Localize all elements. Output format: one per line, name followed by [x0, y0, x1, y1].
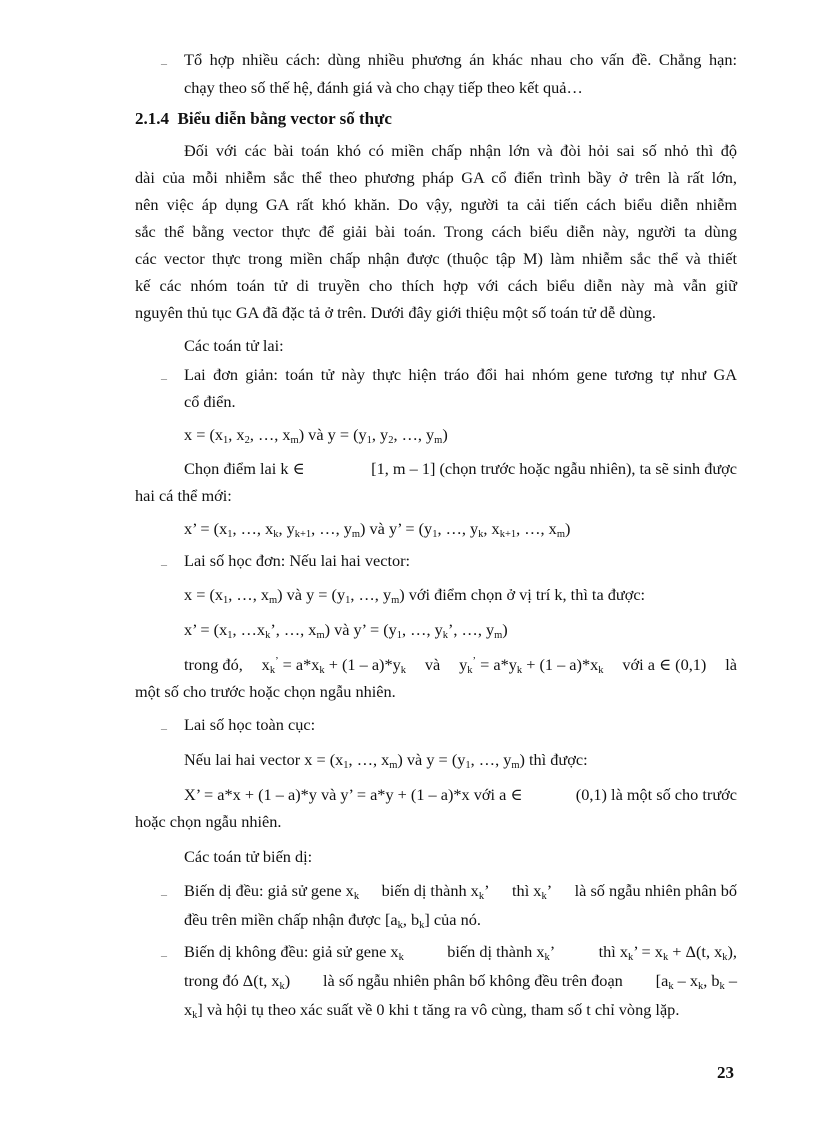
- text-span: (0,1) là một số cho trước: [575, 785, 737, 804]
- bullet-icon: –: [161, 721, 167, 735]
- bullet-icon: –: [161, 948, 167, 962]
- paragraph-line: [184, 970, 737, 992]
- text-span: là số ngẫu nhiên phân bố không đều trên đoạn: [323, 971, 623, 990]
- text-span: với a ∈ (0,1): [622, 655, 707, 674]
- formula: $x = (x_1$, …, $x_m$) và $y = (y_1$, …, $y_m$) với điểm chọn ở vị trí k, thì ta được:: [184, 585, 646, 606]
- paragraph-line: sắc thể bằng vector thực để giải bài toán. Trong cách biểu diễn này, người ta dùng: [135, 222, 737, 241]
- bullet-icon: –: [161, 56, 167, 70]
- paragraph-line: [184, 880, 737, 902]
- paragraph-line: một số cho trước hoặc chọn ngẫu nhiên.: [135, 682, 396, 701]
- text-span: [$a_k - x_k$, $b_k$ –: [655, 971, 737, 992]
- paragraph-line: Đối với các bài toán khó có miền chấp nhận lớn và đòi hỏi sai số nhỏ thì độ: [184, 141, 737, 160]
- text-span: $y_k^’ = a*y_k + (1 - a)*x_k$: [459, 655, 604, 676]
- text-span: $x_k^’ = a*x_k + (1 - a)*y_k$: [261, 655, 407, 676]
- text-span: là: [725, 655, 737, 674]
- text-span: Biến dị đều: giả sử gene $x_k$: [184, 881, 360, 902]
- paragraph-line: các vector thực trong miền chấp nhận được (thuộc tập M) làm nhiễm sắc thể và thiết: [135, 249, 737, 268]
- text-span: và: [424, 655, 441, 674]
- text-span: Biến dị không đều: giả sử gene $x_k$: [184, 942, 404, 963]
- paragraph-line: [184, 941, 737, 963]
- paragraph-line: Tổ hợp nhiều cách: dùng nhiều phương án khác nhau cho vấn đề. Chẳng hạn:: [184, 50, 737, 69]
- formula: [184, 784, 737, 806]
- paragraph-line: $x_k$] và hội tụ theo xác suất về 0 khi t tăng ra vô cùng, tham số t chỉ vòng lặp.: [184, 1000, 680, 1021]
- page-number: 23: [717, 1063, 734, 1082]
- paragraph-line: hai cá thể mới:: [135, 486, 232, 505]
- text-span: [1, m – 1] (chọn trước hoặc ngẫu nhiên), ta sẽ sinh được: [371, 459, 737, 478]
- section-title: Biểu diễn bằng vector số thực: [177, 109, 392, 128]
- paragraph-line: cổ điển.: [184, 392, 236, 411]
- paragraph-line: hoặc chọn ngẫu nhiên.: [135, 812, 282, 831]
- paragraph-line: nên việc áp dụng GA rất khó khăn. Do vậy, người ta cải tiến cách biểu diễn nhiễm: [135, 195, 737, 214]
- section-heading: [135, 108, 392, 130]
- subsection-label: Các toán tử lai:: [184, 336, 284, 355]
- section-number: 2.1.4: [135, 109, 169, 128]
- paragraph-line: Lai số học toàn cục:: [184, 715, 316, 734]
- text-span: thì $x_k$’: [512, 881, 553, 902]
- formula: $x = (x_1$, $x_2$, …, $x_m$) và $y = (y_1$, $y_2$, …, $y_m$): [184, 425, 448, 446]
- text-span: biến dị thành $x_k$’: [447, 942, 556, 963]
- element-of-icon: ∈: [510, 785, 523, 804]
- paragraph-line: đều trên miền chấp nhận được [$a_k$, $b_k$] của nó.: [184, 910, 481, 931]
- paragraph-line: Lai đơn giản: toán tử này thực hiện tráo đổi hai nhóm gene tương tự như GA: [184, 365, 737, 384]
- subsection-label: Các toán tử biến dị:: [184, 847, 313, 866]
- formula: Nếu lai hai vector $x = (x_1$, …, $x_m$) và $y = (y_1$, …, $y_m$) thì được:: [184, 750, 588, 771]
- text-span: trong đó Δ(t, $x_k$): [184, 971, 291, 992]
- bullet-icon: –: [161, 371, 167, 385]
- text-span: Chọn điểm lai k ∈: [184, 459, 305, 478]
- element-of-icon: ∈: [659, 655, 672, 674]
- formula: [184, 654, 737, 676]
- formula: x’ = ($x_1$, …, $x_k$, $y_{k+1}$, …, $y_m$) và y’ = ($y_1$, …, $y_k$, $x_{k+1}$, …, $x_m$): [184, 519, 571, 540]
- delta-icon: Δ: [685, 942, 696, 961]
- paragraph-line: kế các nhóm toán tử di truyền cho thích hợp với cách biểu diễn này mà vẫn giữ: [135, 276, 737, 295]
- text-span: X’ = a*x + (1 – a)*y và y’ = a*y + (1 – a)*x với a ∈: [184, 785, 523, 804]
- text-span: là số ngẫu nhiên phân bố: [574, 881, 737, 900]
- text-span: biến dị thành $x_k$’: [381, 881, 490, 902]
- paragraph-line: Lai số học đơn: Nếu lai hai vector:: [184, 551, 411, 570]
- formula: x’ = ($x_1$, $\dots x_k$’, …, $x_m$) và y’ = ($y_1$, …, $y_k$’, …, $y_m$): [184, 620, 508, 641]
- bullet-icon: –: [161, 887, 167, 901]
- element-of-icon: ∈: [292, 459, 305, 478]
- text-span: trong đó,: [184, 655, 243, 674]
- delta-icon: Δ: [242, 971, 254, 990]
- paragraph-line: [184, 458, 737, 480]
- text-span: thì $x_k$’ = $x_k + \Delta(t$, $x_k$),: [598, 942, 737, 963]
- bullet-icon: –: [161, 557, 167, 571]
- paragraph-line: chạy theo số thế hệ, đánh giá và cho chạy tiếp theo kết quả…: [184, 78, 583, 97]
- paragraph-line: nguyên thủ tục GA đã đặc tả ở trên. Dưới đây giới thiệu một số toán tử dễ dùng.: [135, 303, 656, 322]
- paragraph-line: dài của mỗi nhiễm sắc thể theo phương pháp GA cổ điển trình bầy ở trên là rất lớn,: [135, 168, 737, 187]
